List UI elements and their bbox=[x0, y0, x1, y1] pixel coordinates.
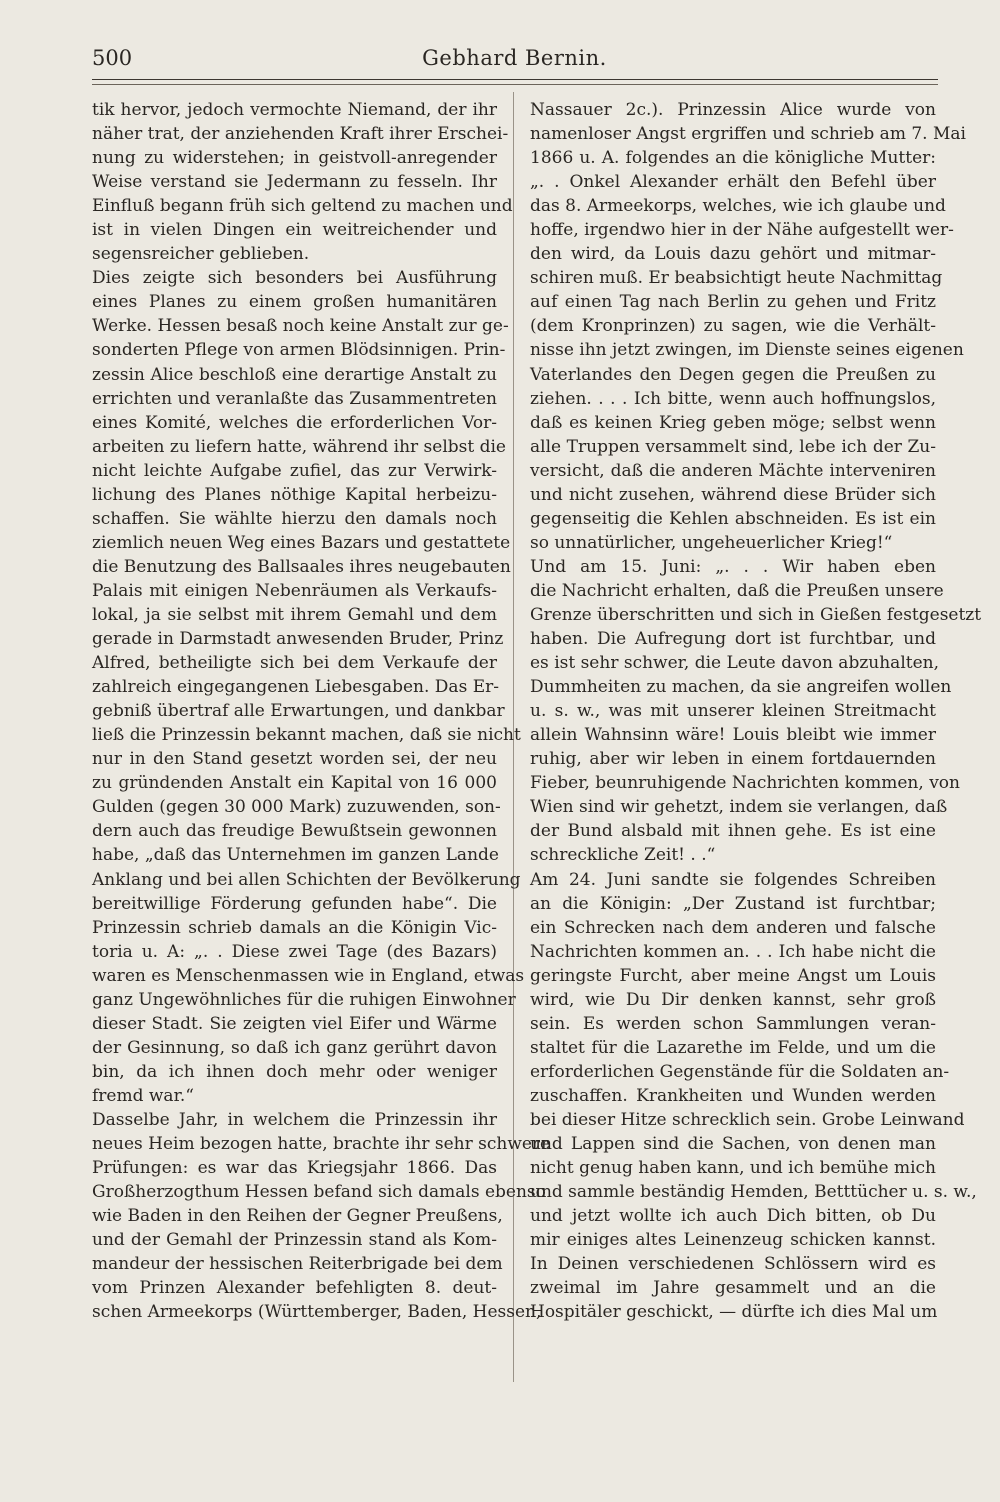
text-line: Hospitäler geschickt, — dürfte ich dies Mal um bbox=[530, 1302, 938, 1323]
text-line: schen Armeekorps (Württemberger, Baden, Hessen, bbox=[92, 1302, 542, 1323]
text-line: arbeiten zu liefern hatte, während ihr selbst die bbox=[92, 436, 506, 457]
text-line: nisse ihn jetzt zwingen, im Dienste seines eigenen bbox=[530, 340, 964, 361]
text-line: dern auch das freudige Bewußtsein gewonnen bbox=[92, 821, 497, 842]
text-line: mir einiges altes Leinenzeug schicken kannst. bbox=[530, 1230, 936, 1251]
text-line: tik hervor, jedoch vermochte Niemand, der ihr bbox=[92, 100, 497, 120]
text-line: 1866 u. A. folgendes an die königliche Mutter: bbox=[530, 148, 936, 169]
text-line: waren es Menschenmassen wie in England, etwas bbox=[92, 965, 525, 986]
text-line: auf einen Tag nach Berlin zu gehen und Fritz bbox=[530, 292, 936, 313]
text-line: Grenze überschritten und sich in Gießen festgesetzt bbox=[530, 604, 982, 625]
text-line: Und am 15. Juni: „. . . Wir haben eben bbox=[530, 556, 936, 577]
text-line: zuschaffen. Krankheiten und Wunden werden bbox=[530, 1085, 936, 1106]
text-line: geringste Furcht, aber meine Angst um Louis bbox=[530, 965, 936, 986]
text-line: gebniß übertraf alle Erwartungen, und dankbar bbox=[92, 701, 505, 722]
text-line: toria u. A: „. . Diese zwei Tage (des Bazars) bbox=[92, 941, 497, 962]
text-line: wird, wie Du Dir denken kannst, sehr groß bbox=[530, 989, 936, 1010]
text-line: bin, da ich ihnen doch mehr oder weniger bbox=[92, 1061, 497, 1082]
text-line: schaffen. Sie wählte hierzu den damals noch bbox=[92, 508, 497, 529]
page-number: 500 bbox=[92, 46, 133, 70]
text-line: das 8. Armeekorps, welches, wie ich glaube und bbox=[530, 196, 946, 217]
text-line: Palais mit einigen Nebenräumen als Verkaufs- bbox=[92, 580, 497, 601]
text-line: errichten und veranlaßte das Zusammentreten bbox=[92, 388, 497, 409]
text-line: und nicht zusehen, während diese Brüder sich bbox=[530, 484, 936, 505]
text-line: schiren muß. Er beabsichtigt heute Nachmittag bbox=[530, 268, 943, 289]
text-line: gerade in Darmstadt anwesenden Bruder, Prinz bbox=[92, 629, 504, 650]
text-line: Nachrichten kommen an. . . Ich habe nicht die bbox=[530, 941, 936, 962]
text-line: die Nachricht erhalten, daß die Preußen unsere bbox=[530, 580, 944, 601]
text-line: nung zu widerstehen; in geistvoll-anregender bbox=[92, 148, 497, 169]
text-line: Wien sind wir gehetzt, indem sie verlangen, daß bbox=[530, 797, 948, 818]
text-line: vom Prinzen Alexander befehligten 8. deut- bbox=[92, 1278, 497, 1299]
header-rule bbox=[92, 79, 938, 80]
text-line: die Benutzung des Ballsaales ihres neugebauten bbox=[92, 556, 511, 577]
text-line: sein. Es werden schon Sammlungen veran- bbox=[530, 1013, 936, 1034]
text-line: zahlreich eingegangenen Liebesgaben. Das Er- bbox=[92, 677, 499, 698]
text-line: so unnatürlicher, ungeheuerlicher Krieg!“ bbox=[530, 532, 893, 553]
text-line: daß es keinen Krieg geben möge; selbst wenn bbox=[530, 412, 936, 433]
text-line: versicht, daß die anderen Mächte interveniren bbox=[530, 460, 936, 481]
text-line: ganz Ungewöhnliches für die ruhigen Einwohner bbox=[92, 989, 516, 1010]
text-line: lichung des Planes nöthige Kapital herbeizu- bbox=[92, 484, 497, 505]
text-line: zessin Alice beschloß eine derartige Anstalt zu bbox=[92, 364, 497, 385]
text-line: dieser Stadt. Sie zeigten viel Eifer und Wärme bbox=[92, 1013, 497, 1034]
text-line: habe, „daß das Unternehmen im ganzen Lande bbox=[92, 845, 499, 866]
text-line: bei dieser Hitze schrecklich sein. Grobe Leinwand bbox=[530, 1109, 965, 1130]
text-line: Nassauer 2c.). Prinzessin Alice wurde von bbox=[530, 100, 936, 120]
text-line: Prüfungen: es war das Kriegsjahr 1866. Das bbox=[92, 1158, 497, 1179]
text-line: Gulden (gegen 30 000 Mark) zuzuwenden, son- bbox=[92, 797, 501, 818]
text-line: zu gründenden Anstalt ein Kapital von 16 000 bbox=[92, 773, 497, 794]
text-line: der Gesinnung, so daß ich ganz gerührt davon bbox=[92, 1037, 497, 1058]
text-line: ziehen. . . . Ich bitte, wenn auch hoffnungslos, bbox=[530, 388, 936, 409]
text-line: es ist sehr schwer, die Leute davon abzuhalten, bbox=[530, 653, 939, 674]
header-rule-thin bbox=[92, 84, 938, 85]
running-head: Gebhard Bernin. bbox=[422, 46, 607, 70]
text-line: und sammle beständig Hemden, Betttücher u. s. w., bbox=[530, 1182, 977, 1203]
text-line: schreckliche Zeit! . .“ bbox=[530, 845, 716, 866]
text-line: ist in vielen Dingen ein weitreichender und bbox=[92, 220, 497, 241]
text-line: ein Schrecken nach dem anderen und falsche bbox=[530, 917, 936, 938]
text-line: nicht leichte Aufgabe zufiel, das zur Verwirk- bbox=[92, 460, 497, 481]
text-line: neues Heim bezogen hatte, brachte ihr sehr schwere bbox=[92, 1134, 551, 1155]
text-line: In Deinen verschiedenen Schlössern wird es bbox=[530, 1254, 936, 1275]
text-line: Anklang und bei allen Schichten der Bevölkerung bbox=[92, 869, 521, 890]
text-line: und jetzt wollte ich auch Dich bitten, ob Du bbox=[530, 1206, 936, 1227]
text-line: erforderlichen Gegenstände für die Soldaten an- bbox=[530, 1061, 950, 1082]
left-column bbox=[92, 98, 551, 1324]
right-column bbox=[530, 98, 982, 1324]
text-line: Alfred, betheiligte sich bei dem Verkaufe der bbox=[92, 653, 497, 674]
text-line: mandeur der hessischen Reiterbrigade bei dem bbox=[92, 1254, 503, 1275]
text-line: eines Planes zu einem großen humanitären bbox=[92, 292, 497, 313]
text-line: Dasselbe Jahr, in welchem die Prinzessin ihr bbox=[92, 1109, 497, 1130]
text-line: den wird, da Louis dazu gehört und mitmar- bbox=[530, 244, 936, 265]
text-line: ließ die Prinzessin bekannt machen, daß sie nicht bbox=[92, 725, 521, 746]
text-line: nur in den Stand gesetzt worden sei, der neu bbox=[92, 749, 497, 770]
text-line: und der Gemahl der Prinzessin stand als Kom- bbox=[92, 1230, 497, 1251]
text-line: (dem Kronprinzen) zu sagen, wie die Verhält- bbox=[530, 316, 936, 337]
text-line: „. . Onkel Alexander erhält den Befehl über bbox=[530, 172, 936, 193]
text-line: segensreicher geblieben. bbox=[92, 244, 310, 265]
text-line: nicht genug haben kann, und ich bemühe mich bbox=[530, 1158, 936, 1179]
text-line: zweimal im Jahre gesammelt und an die bbox=[530, 1278, 936, 1299]
text-line: an die Königin: „Der Zustand ist furchtbar; bbox=[530, 893, 936, 914]
text-line: hoffe, irgendwo hier in der Nähe aufgestellt wer- bbox=[530, 220, 954, 241]
text-line: Werke. Hessen besaß noch keine Anstalt zur ge- bbox=[92, 316, 509, 337]
text-line: fremd war.“ bbox=[92, 1085, 194, 1106]
text-line: Weise verstand sie Jedermann zu fesseln. Ihr bbox=[92, 172, 497, 193]
text-line: Prinzessin schrieb damals an die Königin Vic- bbox=[92, 917, 497, 938]
text-line: Dummheiten zu machen, da sie angreifen wollen bbox=[530, 677, 952, 698]
text-line: gegenseitig die Kehlen abschneiden. Es ist ein bbox=[530, 508, 936, 529]
text-line: Fieber, beunruhigende Nachrichten kommen, von bbox=[530, 773, 960, 794]
text-line: ziemlich neuen Weg eines Bazars und gestattete bbox=[92, 532, 511, 553]
text-line: haben. Die Aufregung dort ist furchtbar, und bbox=[530, 629, 936, 650]
text-line: und Lappen sind die Sachen, von denen man bbox=[530, 1134, 936, 1155]
text-line: Dies zeigte sich besonders bei Ausführung bbox=[92, 268, 497, 289]
text-line: näher trat, der anziehenden Kraft ihrer Erschei- bbox=[92, 124, 509, 145]
text-line: eines Komité, welches die erforderlichen Vor- bbox=[92, 412, 497, 433]
text-line: Großherzogthum Hessen befand sich damals ebenso bbox=[92, 1182, 546, 1203]
text-line: u. s. w., was mit unserer kleinen Streitmacht bbox=[530, 701, 936, 722]
page-header bbox=[92, 46, 937, 82]
text-line: ruhig, aber wir leben in einem fortdauernden bbox=[530, 749, 936, 770]
text-line: Vaterlandes den Degen gegen die Preußen zu bbox=[530, 364, 936, 385]
text-line: namenloser Angst ergriffen und schrieb am 7. Mai bbox=[530, 124, 966, 145]
text-line: der Bund alsbald mit ihnen gehe. Es ist eine bbox=[530, 821, 936, 842]
text-line: sonderten Pflege von armen Blödsinnigen. Prin- bbox=[92, 340, 506, 361]
text-line: staltet für die Lazarethe im Felde, und um die bbox=[530, 1037, 936, 1058]
text-line: bereitwillige Förderung gefunden habe“. Die bbox=[92, 893, 497, 914]
text-line: allein Wahnsinn wäre! Louis bleibt wie immer bbox=[530, 725, 936, 746]
text-line: Am 24. Juni sandte sie folgendes Schreiben bbox=[530, 869, 936, 890]
text-line: alle Truppen versammelt sind, lebe ich der Zu- bbox=[530, 436, 936, 457]
text-line: wie Baden in den Reihen der Gegner Preußens, bbox=[92, 1206, 503, 1227]
text-line: lokal, ja sie selbst mit ihrem Gemahl und dem bbox=[92, 604, 497, 625]
text-line: Einfluß begann früh sich geltend zu machen und bbox=[92, 196, 513, 217]
